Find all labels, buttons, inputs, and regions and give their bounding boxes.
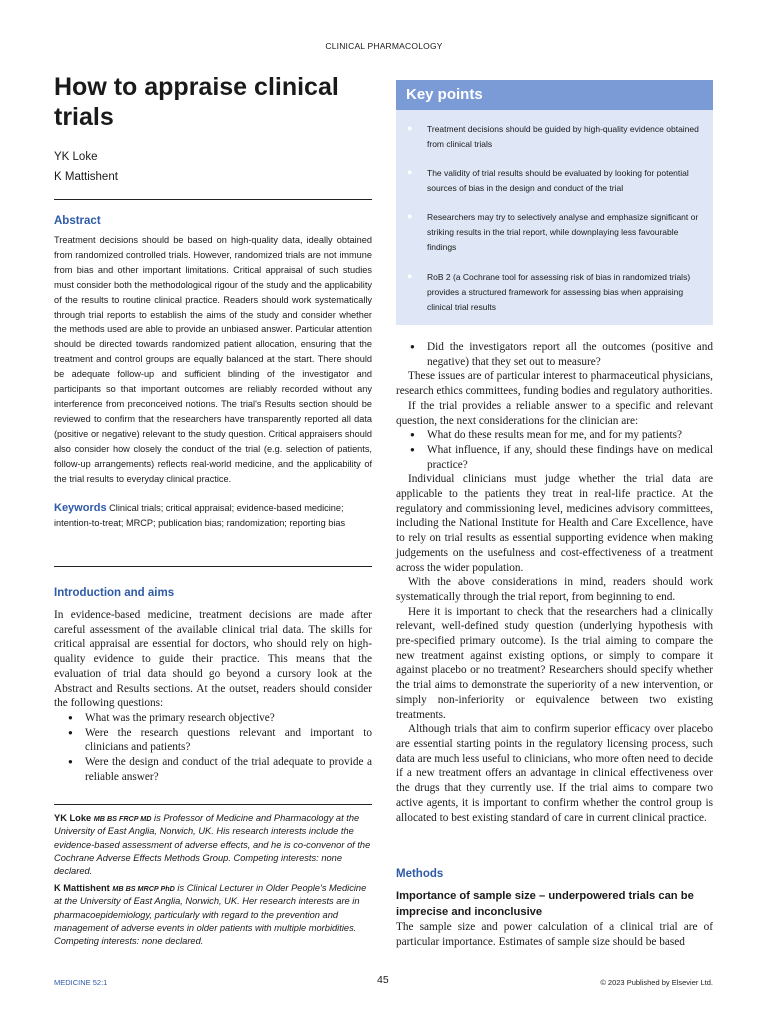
author-bio-1 bbox=[54, 812, 372, 878]
list-item: ● Were the research questions relevant and important to clinicians and patients? bbox=[85, 726, 372, 755]
keywords bbox=[54, 501, 372, 531]
bullet-icon: ● bbox=[407, 211, 413, 221]
running-head: CLINICAL PHARMACOLOGY bbox=[325, 41, 443, 51]
key-point-item: RoB 2 (a Cochrane tool for assessing risk of bias in randomized trials) provides a structured framework for assessing bias when appraising clinical trial results bbox=[427, 272, 691, 312]
list-item: ● What influence, if any, should these findings have on medical practice? bbox=[427, 443, 713, 472]
keywords-text: Clinical trials; critical appraisal; evidence-based medicine; intention-to-treat; MRCP; publication bias; randomization; reporting bias bbox=[54, 503, 346, 528]
copyright: © 2023 Published by Elsevier Ltd. bbox=[600, 978, 713, 987]
paragraph: If the trial provides a reliable answer to a specific and relevant question, the next considerations for the clinician are: bbox=[396, 399, 713, 427]
journal-info: MEDICINE 52:1 bbox=[54, 978, 108, 987]
outcome-list bbox=[396, 340, 713, 369]
right-column-body bbox=[396, 340, 713, 825]
abstract-heading: Abstract bbox=[54, 215, 101, 227]
key-point-item: Researchers may try to selectively analyse and emphasize significant or striking results in the trial report, while downplaying less favourable findings bbox=[427, 212, 699, 252]
methods-body bbox=[396, 920, 713, 949]
divider bbox=[54, 804, 372, 805]
paragraph: With the above considerations in mind, readers should work systematically through the trial report, from beginning to end. bbox=[396, 576, 713, 603]
clinician-list bbox=[396, 428, 713, 472]
key-point-item: Treatment decisions should be guided by high-quality evidence obtained from clinical trials bbox=[427, 124, 699, 149]
paragraph: Although trials that aim to confirm superior efficacy over placebo are essential starting points in the regulatory licensing process, such data are much less useful to clinicians, who more often need to decide if a new treatment offers an advantage in clinical effectiveness over the drugs that they currently use. If the trial aims to compare two active agents, it is important to confirm whether the control group is allocated to best existing standard of care in current clinical practice. bbox=[396, 723, 713, 824]
bio-name: YK Loke bbox=[54, 813, 92, 823]
bio-text: is Clinical Lecturer in Older People's Medicine at the University of East Anglia, Norwich, UK. Her research interests are in pharmacoepidemiology, particularly with regard to the prevention and management of adverse events in older patients with multiple morbidities. Competing interests: none declared. bbox=[54, 883, 367, 947]
intro-heading: Introduction and aims bbox=[54, 587, 175, 599]
divider bbox=[54, 199, 372, 200]
abstract-text: Treatment decisions should be based on high-quality data, ideally obtained from randomized controlled trials. However, randomized trials are not immune from bias and other important limitations. Critical appraisal of such studies must consider both the methodological rigour of the study and the applicability of the results to routine clinical practice. Readers should work systematically through trial reports to establish the aims of the study and consider whether the methods used are able to provide an unbiased answer. Particular attention should be directed towards randomized patient allocation, ensuring that the treatment and control groups are equally balanced at the start. There should be adequate follow-up and sufficient blinding of the investigator and participants so that important outcomes are reliably recorded without any interference from preconceived notions. The trial's Results section should be reviewed to confirm that the researchers have transparently reported all data (positive or negative) relevant to the study question. Critical appraisers should also consider how closely the conduct of the trial (e.g. selection of patients, follow-up arrangements) reflects real-world medicine, and the applicability of the trial results to everyday clinical practice. bbox=[54, 235, 372, 484]
list-item: ● What do these results mean for me, and for my patients? bbox=[427, 428, 713, 443]
article-title: How to appraise clinical trials bbox=[54, 73, 339, 131]
bullet-icon: ● bbox=[407, 271, 413, 281]
list-item: ● Did the investigators report all the outcomes (positive and negative) that they set out to measure? bbox=[427, 340, 713, 369]
author-bio-2 bbox=[54, 882, 372, 948]
methods-heading: Methods bbox=[396, 868, 444, 880]
author-2: K Mattishent bbox=[54, 171, 118, 183]
list-item: ● Were the design and conduct of the trial adequate to provide a reliable answer? bbox=[85, 755, 372, 784]
intro-paragraph: In evidence-based medicine, treatment decisions are made after careful assessment of the available clinical trial data. The skills for critical appraisal are essential for doctors, who should rely on high-quality evidence to guide their practice. This means that the evaluation of trial data should go beyond a cursory look at the Abstract and Results sections. At the outset, readers should consider the following questions: bbox=[54, 609, 372, 710]
page-number: 45 bbox=[377, 974, 389, 986]
bio-name: K Mattishent bbox=[54, 883, 110, 893]
divider bbox=[54, 566, 372, 567]
paragraph: The sample size and power calculation of a clinical trial are of particular importance. Estimates of sample size should be based bbox=[396, 921, 713, 948]
bio-text: is Professor of Medicine and Pharmacology at the University of East Anglia, Norwich, UK. His research interests include the evidence-based assessment of adverse effects, and he is co-convenor of the Cochrane Adverse Effects Methods Group. Competing interests: none declared. bbox=[54, 813, 371, 877]
paragraph: Here it is important to check that the researchers had a clinically relevant, well-defined study question (underlying hypothesis with pre-specified primary outcome). Is the trial aiming to compare the new treatment against existing options, or simply to compare it against placebo or no treatment? Researchers should specify whether the trial aims to demonstrate the superiority of a new intervention, or simply non-inferiority or equivalence between two existing treatments. bbox=[396, 605, 713, 721]
paragraph: Individual clinicians must judge whether the trial data are applicable to the patients they treat in real-life practice. At the regulatory and commissioning level, medicines advisory committees, including the National Institute for Health and Care Excellence, have to rely on trial results as essential supporting evidence when making judgements on the usefulness and cost-effectiveness of a treatment across the wider population. bbox=[396, 473, 713, 574]
intro-body bbox=[54, 608, 372, 784]
key-points-title: Key points bbox=[396, 80, 713, 110]
bullet-icon: ● bbox=[407, 123, 413, 133]
paragraph: These issues are of particular interest to pharmaceutical physicians, research ethics committees, funding bodies and regulatory authorities. bbox=[396, 370, 713, 398]
methods-subheading: Importance of sample size – underpowered trials can be imprecise and inconclusive bbox=[396, 890, 694, 918]
bio-degrees: MB BS MRCP PhD bbox=[112, 884, 175, 893]
key-point-item: The validity of trial results should be evaluated by looking for potential sources of bias in the design and conduct of the trial bbox=[427, 168, 689, 193]
author-1: YK Loke bbox=[54, 151, 98, 163]
bullet-icon: ● bbox=[407, 167, 413, 177]
intro-question-list bbox=[54, 711, 372, 785]
list-item: ● What was the primary research objective? bbox=[85, 711, 372, 726]
keywords-label: Keywords bbox=[54, 502, 107, 514]
bio-degrees: MB BS FRCP MD bbox=[93, 814, 152, 823]
